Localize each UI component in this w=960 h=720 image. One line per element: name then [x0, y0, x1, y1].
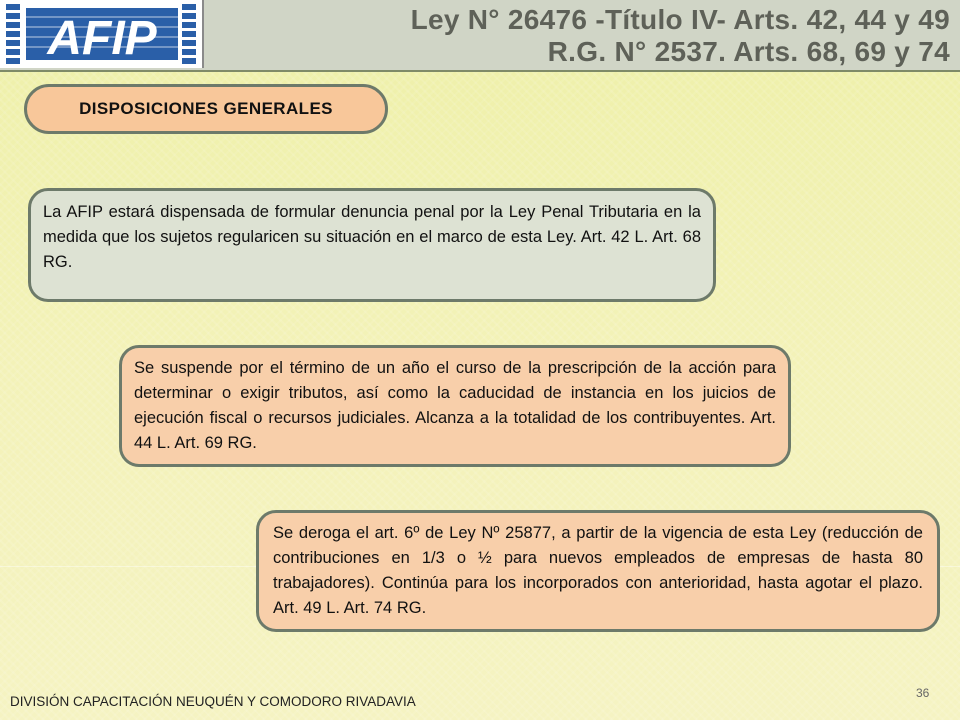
page-number: 36 — [916, 686, 930, 700]
header-title-line2: R.G. N° 2537. Arts. 68, 69 y 74 — [547, 36, 950, 67]
section-title-pill: DISPOSICIONES GENERALES — [24, 84, 388, 134]
header-bar — [0, 0, 960, 72]
info-box-derogacion: Se deroga el art. 6º de Ley Nº 25877, a partir de la vigencia de esta Ley (reducción de contribuciones en 1/3 o ½ para nuevos empleados de empresas de hasta 80 trabajadores). Continúa para los incorporados con anterioridad, hasta agotar el plazo. Art. 49 L. Art. 74 RG. — [256, 510, 940, 632]
afip-logo — [0, 0, 204, 68]
info-box-prescripcion: Se suspende por el término de un año el curso de la prescripción de la acción para determinar o exigir tributos, así como la caducidad de instancia en los juicios de ejecución fiscal o recursos judiciales. Alcanza a la totalidad de los contribuyentes. Art. 44 L. Art. 69 RG. — [119, 345, 791, 467]
header-title-line1: Ley N° 26476 -Título IV- Arts. 42, 44 y 49 — [410, 4, 950, 35]
info-box-penal: La AFIP estará dispensada de formular denuncia penal por la Ley Penal Tributaria en la medida que los sujetos regularicen su situación en el marco de esta Ley. Art. 42 L. Art. 68 RG. — [28, 188, 716, 302]
svg-text:AFIP: AFIP — [47, 12, 157, 65]
afip-logo-icon — [2, 2, 200, 66]
footer-division: DIVISIÓN CAPACITACIÓN NEUQUÉN Y COMODORO RIVADAVIA — [10, 694, 416, 709]
